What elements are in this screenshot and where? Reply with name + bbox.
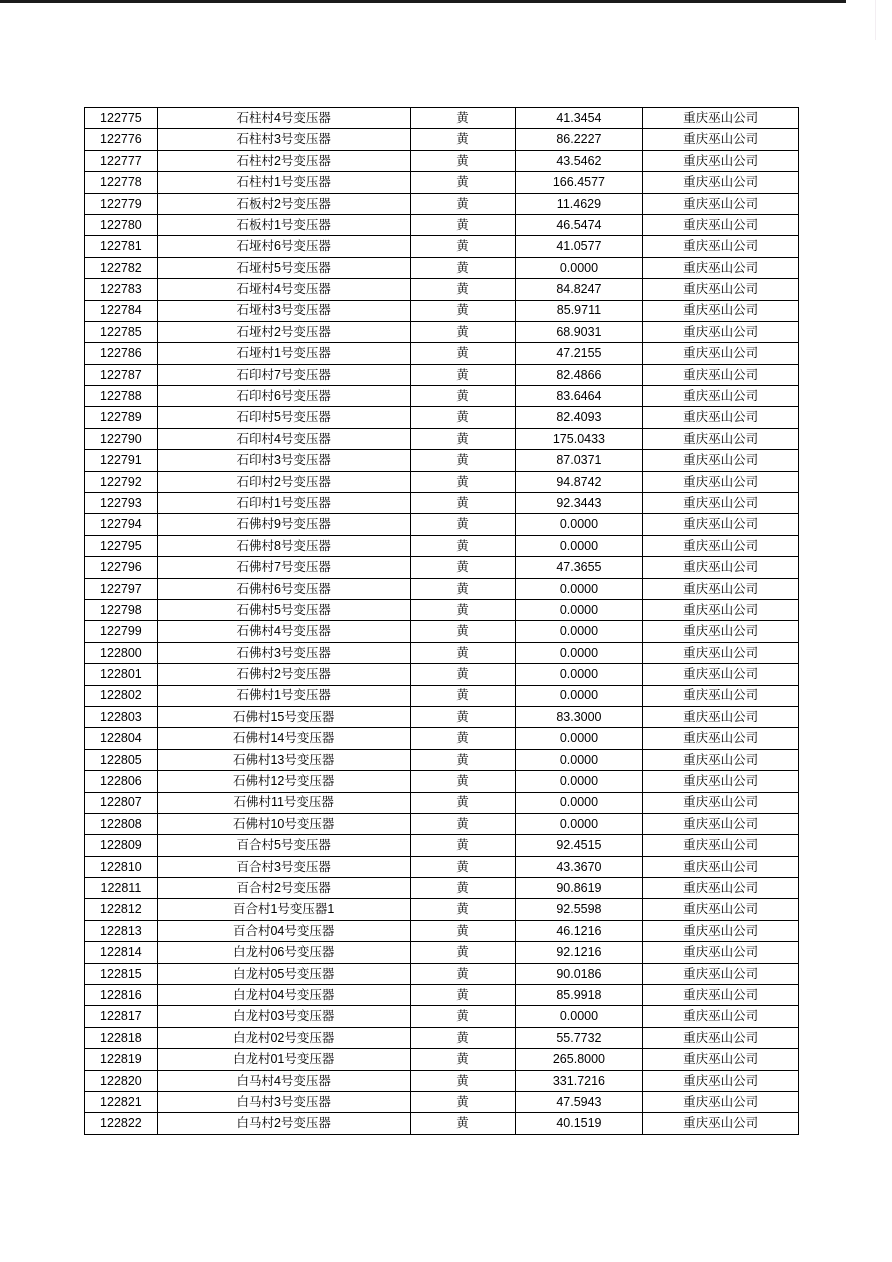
cell-company: 重庆巫山公司 bbox=[643, 792, 799, 813]
cell-transformer-name: 石垭村4号变压器 bbox=[157, 279, 410, 300]
cell-company: 重庆巫山公司 bbox=[643, 172, 799, 193]
cell-company: 重庆巫山公司 bbox=[643, 129, 799, 150]
cell-status: 黄 bbox=[410, 364, 515, 385]
cell-record-id: 122803 bbox=[85, 706, 158, 727]
cell-company: 重庆巫山公司 bbox=[643, 193, 799, 214]
cell-transformer-name: 石佛村3号变压器 bbox=[157, 642, 410, 663]
table-row bbox=[85, 792, 799, 813]
cell-record-id: 122799 bbox=[85, 621, 158, 642]
table-row bbox=[85, 749, 799, 770]
cell-record-id: 122822 bbox=[85, 1113, 158, 1134]
cell-transformer-name: 白龙村01号变压器 bbox=[157, 1049, 410, 1070]
cell-transformer-name: 石柱村2号变压器 bbox=[157, 150, 410, 171]
table-row bbox=[85, 343, 799, 364]
cell-record-id: 122800 bbox=[85, 642, 158, 663]
cell-status: 黄 bbox=[410, 1006, 515, 1027]
cell-company: 重庆巫山公司 bbox=[643, 835, 799, 856]
cell-record-id: 122821 bbox=[85, 1091, 158, 1112]
cell-company: 重庆巫山公司 bbox=[643, 428, 799, 449]
cell-value: 0.0000 bbox=[515, 642, 643, 663]
cell-record-id: 122811 bbox=[85, 878, 158, 899]
table-row bbox=[85, 535, 799, 556]
cell-status: 黄 bbox=[410, 985, 515, 1006]
table-row bbox=[85, 578, 799, 599]
cell-value: 0.0000 bbox=[515, 771, 643, 792]
cell-transformer-name: 石板村1号变压器 bbox=[157, 214, 410, 235]
cell-value: 41.3454 bbox=[515, 108, 643, 129]
cell-company: 重庆巫山公司 bbox=[643, 1113, 799, 1134]
table-row bbox=[85, 450, 799, 471]
cell-record-id: 122819 bbox=[85, 1049, 158, 1070]
cell-value: 0.0000 bbox=[515, 621, 643, 642]
cell-status: 黄 bbox=[410, 706, 515, 727]
table-row bbox=[85, 899, 799, 920]
table-row bbox=[85, 856, 799, 877]
cell-status: 黄 bbox=[410, 172, 515, 193]
cell-company: 重庆巫山公司 bbox=[643, 535, 799, 556]
cell-record-id: 122792 bbox=[85, 471, 158, 492]
table-row bbox=[85, 1070, 799, 1091]
table-row bbox=[85, 813, 799, 834]
table-row bbox=[85, 1049, 799, 1070]
cell-record-id: 122808 bbox=[85, 813, 158, 834]
cell-record-id: 122795 bbox=[85, 535, 158, 556]
table-row bbox=[85, 364, 799, 385]
cell-transformer-name: 石柱村1号变压器 bbox=[157, 172, 410, 193]
cell-status: 黄 bbox=[410, 685, 515, 706]
cell-value: 0.0000 bbox=[515, 599, 643, 620]
cell-record-id: 122788 bbox=[85, 386, 158, 407]
cell-status: 黄 bbox=[410, 813, 515, 834]
table-row bbox=[85, 471, 799, 492]
cell-transformer-name: 石垭村3号变压器 bbox=[157, 300, 410, 321]
cell-record-id: 122818 bbox=[85, 1027, 158, 1048]
cell-transformer-name: 白龙村04号变压器 bbox=[157, 985, 410, 1006]
table-row bbox=[85, 428, 799, 449]
cell-record-id: 122787 bbox=[85, 364, 158, 385]
table-row bbox=[85, 963, 799, 984]
cell-transformer-name: 白马村3号变压器 bbox=[157, 1091, 410, 1112]
cell-company: 重庆巫山公司 bbox=[643, 257, 799, 278]
cell-value: 41.0577 bbox=[515, 236, 643, 257]
cell-value: 47.3655 bbox=[515, 557, 643, 578]
table-row bbox=[85, 193, 799, 214]
cell-value: 92.4515 bbox=[515, 835, 643, 856]
cell-transformer-name: 白龙村02号变压器 bbox=[157, 1027, 410, 1048]
cell-status: 黄 bbox=[410, 942, 515, 963]
cell-status: 黄 bbox=[410, 749, 515, 770]
cell-transformer-name: 石垭村5号变压器 bbox=[157, 257, 410, 278]
cell-company: 重庆巫山公司 bbox=[643, 450, 799, 471]
cell-company: 重庆巫山公司 bbox=[643, 364, 799, 385]
cell-company: 重庆巫山公司 bbox=[643, 664, 799, 685]
cell-company: 重庆巫山公司 bbox=[643, 578, 799, 599]
cell-company: 重庆巫山公司 bbox=[643, 1070, 799, 1091]
table-row bbox=[85, 236, 799, 257]
table-row bbox=[85, 1091, 799, 1112]
cell-record-id: 122783 bbox=[85, 279, 158, 300]
cell-transformer-name: 石印村1号变压器 bbox=[157, 493, 410, 514]
cell-value: 68.9031 bbox=[515, 321, 643, 342]
cell-transformer-name: 石印村4号变压器 bbox=[157, 428, 410, 449]
cell-record-id: 122775 bbox=[85, 108, 158, 129]
cell-company: 重庆巫山公司 bbox=[643, 471, 799, 492]
cell-transformer-name: 石佛村15号变压器 bbox=[157, 706, 410, 727]
cell-value: 90.8619 bbox=[515, 878, 643, 899]
cell-company: 重庆巫山公司 bbox=[643, 493, 799, 514]
cell-status: 黄 bbox=[410, 664, 515, 685]
cell-value: 0.0000 bbox=[515, 813, 643, 834]
cell-transformer-name: 石佛村2号变压器 bbox=[157, 664, 410, 685]
table-row bbox=[85, 129, 799, 150]
cell-record-id: 122810 bbox=[85, 856, 158, 877]
cell-status: 黄 bbox=[410, 257, 515, 278]
cell-status: 黄 bbox=[410, 193, 515, 214]
cell-value: 0.0000 bbox=[515, 257, 643, 278]
cell-value: 87.0371 bbox=[515, 450, 643, 471]
cell-record-id: 122777 bbox=[85, 150, 158, 171]
cell-record-id: 122776 bbox=[85, 129, 158, 150]
cell-transformer-name: 石印村3号变压器 bbox=[157, 450, 410, 471]
cell-value: 55.7732 bbox=[515, 1027, 643, 1048]
table-row bbox=[85, 1027, 799, 1048]
cell-record-id: 122812 bbox=[85, 899, 158, 920]
table-row bbox=[85, 214, 799, 235]
cell-transformer-name: 百合村2号变压器 bbox=[157, 878, 410, 899]
cell-status: 黄 bbox=[410, 236, 515, 257]
cell-record-id: 122816 bbox=[85, 985, 158, 1006]
cell-transformer-name: 百合村3号变压器 bbox=[157, 856, 410, 877]
table-row bbox=[85, 878, 799, 899]
cell-company: 重庆巫山公司 bbox=[643, 386, 799, 407]
cell-transformer-name: 石印村7号变压器 bbox=[157, 364, 410, 385]
cell-company: 重庆巫山公司 bbox=[643, 706, 799, 727]
cell-company: 重庆巫山公司 bbox=[643, 150, 799, 171]
cell-company: 重庆巫山公司 bbox=[643, 878, 799, 899]
cell-value: 43.3670 bbox=[515, 856, 643, 877]
table-row bbox=[85, 664, 799, 685]
cell-record-id: 122780 bbox=[85, 214, 158, 235]
table-row bbox=[85, 621, 799, 642]
cell-record-id: 122790 bbox=[85, 428, 158, 449]
cell-value: 46.1216 bbox=[515, 920, 643, 941]
cell-transformer-name: 石佛村4号变压器 bbox=[157, 621, 410, 642]
cell-transformer-name: 石佛村14号变压器 bbox=[157, 728, 410, 749]
cell-company: 重庆巫山公司 bbox=[643, 108, 799, 129]
cell-status: 黄 bbox=[410, 471, 515, 492]
table-row bbox=[85, 985, 799, 1006]
cell-record-id: 122797 bbox=[85, 578, 158, 599]
cell-company: 重庆巫山公司 bbox=[643, 1049, 799, 1070]
cell-value: 92.1216 bbox=[515, 942, 643, 963]
cell-company: 重庆巫山公司 bbox=[643, 514, 799, 535]
cell-status: 黄 bbox=[410, 1091, 515, 1112]
cell-transformer-name: 石佛村7号变压器 bbox=[157, 557, 410, 578]
cell-value: 94.8742 bbox=[515, 471, 643, 492]
cell-record-id: 122794 bbox=[85, 514, 158, 535]
cell-company: 重庆巫山公司 bbox=[643, 963, 799, 984]
cell-value: 0.0000 bbox=[515, 749, 643, 770]
table-row bbox=[85, 706, 799, 727]
table-row bbox=[85, 685, 799, 706]
table-row bbox=[85, 407, 799, 428]
cell-record-id: 122784 bbox=[85, 300, 158, 321]
cell-company: 重庆巫山公司 bbox=[643, 343, 799, 364]
cell-value: 166.4577 bbox=[515, 172, 643, 193]
cell-status: 黄 bbox=[410, 792, 515, 813]
cell-value: 90.0186 bbox=[515, 963, 643, 984]
cell-company: 重庆巫山公司 bbox=[643, 599, 799, 620]
cell-status: 黄 bbox=[410, 771, 515, 792]
cell-record-id: 122815 bbox=[85, 963, 158, 984]
cell-status: 黄 bbox=[410, 1027, 515, 1048]
cell-value: 84.8247 bbox=[515, 279, 643, 300]
table-row bbox=[85, 642, 799, 663]
table-row bbox=[85, 257, 799, 278]
cell-value: 85.9711 bbox=[515, 300, 643, 321]
table-row bbox=[85, 728, 799, 749]
cell-transformer-name: 石垭村1号变压器 bbox=[157, 343, 410, 364]
cell-status: 黄 bbox=[410, 150, 515, 171]
cell-status: 黄 bbox=[410, 578, 515, 599]
page-right-edge-line bbox=[875, 0, 876, 40]
cell-status: 黄 bbox=[410, 1113, 515, 1134]
cell-record-id: 122793 bbox=[85, 493, 158, 514]
cell-status: 黄 bbox=[410, 300, 515, 321]
cell-transformer-name: 石板村2号变压器 bbox=[157, 193, 410, 214]
cell-value: 86.2227 bbox=[515, 129, 643, 150]
cell-transformer-name: 石佛村5号变压器 bbox=[157, 599, 410, 620]
cell-value: 11.4629 bbox=[515, 193, 643, 214]
cell-record-id: 122779 bbox=[85, 193, 158, 214]
table-row bbox=[85, 835, 799, 856]
cell-company: 重庆巫山公司 bbox=[643, 642, 799, 663]
cell-record-id: 122806 bbox=[85, 771, 158, 792]
cell-transformer-name: 石佛村11号变压器 bbox=[157, 792, 410, 813]
cell-record-id: 122798 bbox=[85, 599, 158, 620]
cell-status: 黄 bbox=[410, 129, 515, 150]
cell-status: 黄 bbox=[410, 835, 515, 856]
cell-status: 黄 bbox=[410, 428, 515, 449]
cell-record-id: 122817 bbox=[85, 1006, 158, 1027]
cell-status: 黄 bbox=[410, 214, 515, 235]
cell-record-id: 122796 bbox=[85, 557, 158, 578]
cell-value: 46.5474 bbox=[515, 214, 643, 235]
cell-company: 重庆巫山公司 bbox=[643, 557, 799, 578]
cell-value: 83.6464 bbox=[515, 386, 643, 407]
cell-record-id: 122809 bbox=[85, 835, 158, 856]
cell-company: 重庆巫山公司 bbox=[643, 1006, 799, 1027]
cell-transformer-name: 石印村2号变压器 bbox=[157, 471, 410, 492]
cell-record-id: 122778 bbox=[85, 172, 158, 193]
cell-transformer-name: 石佛村8号变压器 bbox=[157, 535, 410, 556]
table-row bbox=[85, 172, 799, 193]
cell-value: 265.8000 bbox=[515, 1049, 643, 1070]
cell-value: 85.9918 bbox=[515, 985, 643, 1006]
cell-status: 黄 bbox=[410, 621, 515, 642]
cell-company: 重庆巫山公司 bbox=[643, 856, 799, 877]
cell-record-id: 122807 bbox=[85, 792, 158, 813]
table-row bbox=[85, 279, 799, 300]
table-row bbox=[85, 599, 799, 620]
cell-value: 0.0000 bbox=[515, 728, 643, 749]
cell-status: 黄 bbox=[410, 728, 515, 749]
cell-value: 0.0000 bbox=[515, 1006, 643, 1027]
cell-status: 黄 bbox=[410, 642, 515, 663]
cell-value: 0.0000 bbox=[515, 685, 643, 706]
cell-company: 重庆巫山公司 bbox=[643, 1027, 799, 1048]
cell-company: 重庆巫山公司 bbox=[643, 985, 799, 1006]
cell-company: 重庆巫山公司 bbox=[643, 899, 799, 920]
cell-company: 重庆巫山公司 bbox=[643, 407, 799, 428]
cell-status: 黄 bbox=[410, 108, 515, 129]
cell-record-id: 122804 bbox=[85, 728, 158, 749]
cell-transformer-name: 石佛村9号变压器 bbox=[157, 514, 410, 535]
cell-transformer-name: 石垭村2号变压器 bbox=[157, 321, 410, 342]
cell-company: 重庆巫山公司 bbox=[643, 621, 799, 642]
cell-transformer-name: 白龙村05号变压器 bbox=[157, 963, 410, 984]
cell-company: 重庆巫山公司 bbox=[643, 749, 799, 770]
cell-value: 82.4093 bbox=[515, 407, 643, 428]
cell-record-id: 122814 bbox=[85, 942, 158, 963]
cell-transformer-name: 石佛村10号变压器 bbox=[157, 813, 410, 834]
table-row bbox=[85, 920, 799, 941]
cell-transformer-name: 石印村6号变压器 bbox=[157, 386, 410, 407]
cell-company: 重庆巫山公司 bbox=[643, 813, 799, 834]
cell-transformer-name: 白马村4号变压器 bbox=[157, 1070, 410, 1091]
cell-record-id: 122820 bbox=[85, 1070, 158, 1091]
cell-transformer-name: 石印村5号变压器 bbox=[157, 407, 410, 428]
cell-value: 47.2155 bbox=[515, 343, 643, 364]
cell-record-id: 122789 bbox=[85, 407, 158, 428]
window-top-edge-bar bbox=[0, 0, 846, 3]
cell-record-id: 122801 bbox=[85, 664, 158, 685]
cell-transformer-name: 百合村04号变压器 bbox=[157, 920, 410, 941]
table-row bbox=[85, 493, 799, 514]
cell-value: 82.4866 bbox=[515, 364, 643, 385]
cell-company: 重庆巫山公司 bbox=[643, 214, 799, 235]
cell-value: 0.0000 bbox=[515, 535, 643, 556]
cell-transformer-name: 百合村5号变压器 bbox=[157, 835, 410, 856]
cell-status: 黄 bbox=[410, 321, 515, 342]
cell-record-id: 122791 bbox=[85, 450, 158, 471]
cell-company: 重庆巫山公司 bbox=[643, 279, 799, 300]
transformer-data-table bbox=[84, 107, 799, 1135]
cell-transformer-name: 石柱村4号变压器 bbox=[157, 108, 410, 129]
cell-company: 重庆巫山公司 bbox=[643, 920, 799, 941]
cell-transformer-name: 石佛村6号变压器 bbox=[157, 578, 410, 599]
cell-value: 92.3443 bbox=[515, 493, 643, 514]
cell-status: 黄 bbox=[410, 557, 515, 578]
cell-transformer-name: 百合村1号变压器1 bbox=[157, 899, 410, 920]
cell-record-id: 122786 bbox=[85, 343, 158, 364]
cell-value: 83.3000 bbox=[515, 706, 643, 727]
cell-value: 0.0000 bbox=[515, 664, 643, 685]
cell-status: 黄 bbox=[410, 535, 515, 556]
cell-company: 重庆巫山公司 bbox=[643, 685, 799, 706]
table-row bbox=[85, 321, 799, 342]
table-row bbox=[85, 150, 799, 171]
cell-value: 175.0433 bbox=[515, 428, 643, 449]
cell-company: 重庆巫山公司 bbox=[643, 1091, 799, 1112]
cell-value: 0.0000 bbox=[515, 514, 643, 535]
cell-value: 43.5462 bbox=[515, 150, 643, 171]
cell-status: 黄 bbox=[410, 514, 515, 535]
cell-value: 47.5943 bbox=[515, 1091, 643, 1112]
cell-transformer-name: 石佛村1号变压器 bbox=[157, 685, 410, 706]
cell-status: 黄 bbox=[410, 450, 515, 471]
cell-status: 黄 bbox=[410, 1049, 515, 1070]
cell-record-id: 122782 bbox=[85, 257, 158, 278]
cell-status: 黄 bbox=[410, 407, 515, 428]
table-row bbox=[85, 386, 799, 407]
cell-company: 重庆巫山公司 bbox=[643, 236, 799, 257]
table-row bbox=[85, 942, 799, 963]
cell-record-id: 122813 bbox=[85, 920, 158, 941]
cell-status: 黄 bbox=[410, 599, 515, 620]
cell-record-id: 122805 bbox=[85, 749, 158, 770]
cell-transformer-name: 石佛村12号变压器 bbox=[157, 771, 410, 792]
cell-status: 黄 bbox=[410, 899, 515, 920]
cell-status: 黄 bbox=[410, 856, 515, 877]
table-row bbox=[85, 1006, 799, 1027]
cell-value: 331.7216 bbox=[515, 1070, 643, 1091]
table-container bbox=[84, 107, 799, 1135]
cell-status: 黄 bbox=[410, 386, 515, 407]
cell-value: 0.0000 bbox=[515, 792, 643, 813]
cell-value: 40.1519 bbox=[515, 1113, 643, 1134]
table-row bbox=[85, 1113, 799, 1134]
cell-record-id: 122802 bbox=[85, 685, 158, 706]
cell-status: 黄 bbox=[410, 920, 515, 941]
cell-value: 92.5598 bbox=[515, 899, 643, 920]
cell-company: 重庆巫山公司 bbox=[643, 300, 799, 321]
cell-record-id: 122785 bbox=[85, 321, 158, 342]
cell-transformer-name: 白龙村03号变压器 bbox=[157, 1006, 410, 1027]
cell-company: 重庆巫山公司 bbox=[643, 771, 799, 792]
cell-company: 重庆巫山公司 bbox=[643, 942, 799, 963]
cell-status: 黄 bbox=[410, 1070, 515, 1091]
cell-status: 黄 bbox=[410, 279, 515, 300]
cell-transformer-name: 白龙村06号变压器 bbox=[157, 942, 410, 963]
cell-transformer-name: 石垭村6号变压器 bbox=[157, 236, 410, 257]
table-row bbox=[85, 108, 799, 129]
cell-transformer-name: 白马村2号变压器 bbox=[157, 1113, 410, 1134]
cell-status: 黄 bbox=[410, 963, 515, 984]
table-row bbox=[85, 300, 799, 321]
cell-value: 0.0000 bbox=[515, 578, 643, 599]
cell-status: 黄 bbox=[410, 878, 515, 899]
cell-company: 重庆巫山公司 bbox=[643, 728, 799, 749]
cell-record-id: 122781 bbox=[85, 236, 158, 257]
cell-status: 黄 bbox=[410, 343, 515, 364]
cell-transformer-name: 石佛村13号变压器 bbox=[157, 749, 410, 770]
table-row bbox=[85, 514, 799, 535]
table-body bbox=[85, 108, 799, 1135]
table-row bbox=[85, 557, 799, 578]
cell-status: 黄 bbox=[410, 493, 515, 514]
cell-company: 重庆巫山公司 bbox=[643, 321, 799, 342]
cell-transformer-name: 石柱村3号变压器 bbox=[157, 129, 410, 150]
table-row bbox=[85, 771, 799, 792]
